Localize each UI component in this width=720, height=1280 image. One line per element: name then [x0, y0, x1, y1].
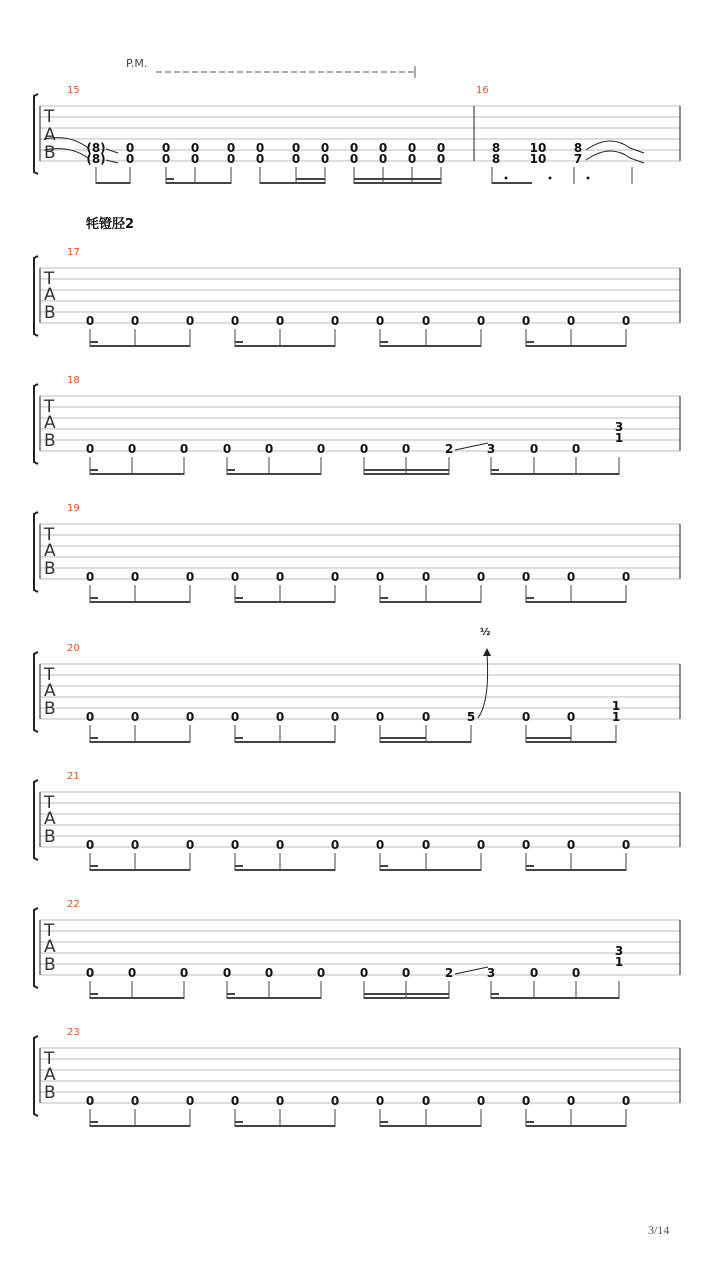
- fret-number: 0: [255, 152, 265, 166]
- tab-clef-t: T: [44, 269, 55, 289]
- fret-number: 0: [421, 710, 431, 724]
- fret-number: 0: [255, 141, 265, 155]
- fret-number: 0: [222, 442, 232, 456]
- fret-number: 0: [621, 570, 631, 584]
- fret-number: 7: [573, 152, 583, 166]
- fret-number: 0: [421, 838, 431, 852]
- fret-number: 3: [486, 442, 496, 456]
- fret-number: 0: [185, 314, 195, 328]
- fret-number: 0: [330, 710, 340, 724]
- fret-number: 0: [130, 1094, 140, 1108]
- fret-number: 8: [491, 141, 501, 155]
- fret-number: 0: [621, 1094, 631, 1108]
- fret-number: 0: [264, 966, 274, 980]
- measure-number: 17: [67, 247, 80, 258]
- fret-number: 0: [378, 141, 388, 155]
- fret-number: 0: [378, 152, 388, 166]
- fret-number: 0: [375, 838, 385, 852]
- fret-number: 0: [476, 314, 486, 328]
- system-bracket: [34, 1036, 38, 1116]
- fret-number: 0: [521, 314, 531, 328]
- fret-number: 2: [444, 442, 454, 456]
- measure-number: 19: [67, 503, 80, 514]
- fret-number: 0: [330, 838, 340, 852]
- staff-systems: [34, 247, 680, 1127]
- fret-number: 0: [436, 152, 446, 166]
- staff-system-8: [34, 1027, 680, 1127]
- fret-number: 0: [130, 710, 140, 724]
- fret-number: 8: [491, 152, 501, 166]
- fret-number: 0: [421, 1094, 431, 1108]
- tab-clef-b: B: [44, 1083, 56, 1103]
- rhythm-stems: [492, 167, 632, 184]
- tab-clef-b: B: [44, 143, 56, 163]
- fret-number: 0: [375, 570, 385, 584]
- rhythm-beams: [96, 179, 441, 183]
- system-bracket: [34, 256, 38, 336]
- fret-number: 0: [566, 710, 576, 724]
- tab-clef-a: A: [44, 285, 56, 305]
- tab-clef-b: B: [44, 955, 56, 975]
- fret-number: 0: [566, 314, 576, 328]
- system-bracket: [34, 780, 38, 860]
- measure-number: 16: [476, 85, 489, 96]
- palm-mute-label: P.M.: [126, 57, 148, 70]
- fret-number: 0: [436, 141, 446, 155]
- system-bracket: [34, 908, 38, 988]
- fret-number: 0: [222, 966, 232, 980]
- tie-arc: [586, 151, 630, 160]
- fret-number: 0: [349, 141, 359, 155]
- fret-number: 0: [566, 838, 576, 852]
- fret-number: 0: [316, 442, 326, 456]
- fret-number: 0: [161, 141, 171, 155]
- slide-line: [455, 443, 488, 450]
- measure-16-notes: [492, 141, 582, 166]
- measure-number: 18: [67, 375, 80, 386]
- tab-clef-t: T: [44, 793, 55, 813]
- fret-number: 0: [349, 152, 359, 166]
- tab-clef-a: A: [44, 413, 56, 433]
- fret-number: 0: [130, 838, 140, 852]
- fret-number: 0: [421, 570, 431, 584]
- tab-clef-a: A: [44, 125, 56, 145]
- fret-number: 0: [476, 570, 486, 584]
- fret-number: 0: [291, 141, 301, 155]
- fret-number: 0: [330, 314, 340, 328]
- fret-number: 0: [179, 966, 189, 980]
- fret-number: 0: [375, 1094, 385, 1108]
- fret-number: 0: [275, 710, 285, 724]
- fret-number: 0: [521, 1094, 531, 1108]
- measure-number: 20: [67, 643, 80, 654]
- fret-number: 0: [320, 141, 330, 155]
- fret-number: 0: [185, 710, 195, 724]
- fret-number: 0: [85, 1094, 95, 1108]
- staff-system-7: [34, 899, 680, 999]
- fret-number: 0: [401, 442, 411, 456]
- fret-number: 1: [611, 699, 621, 713]
- fret-number: (8): [86, 152, 106, 166]
- tab-clef-a: A: [44, 1065, 56, 1085]
- fret-number: 0: [190, 152, 200, 166]
- fret-number: 0: [230, 1094, 240, 1108]
- fret-number: 2: [444, 966, 454, 980]
- fret-number: 0: [407, 141, 417, 155]
- tab-clef-b: B: [44, 303, 56, 323]
- fret-number: 0: [375, 710, 385, 724]
- fret-number: 0: [127, 442, 137, 456]
- fret-number: 0: [85, 710, 95, 724]
- fret-number: 0: [359, 442, 369, 456]
- fret-number: 0: [125, 152, 135, 166]
- fret-number: 0: [85, 966, 95, 980]
- tie-arc: [586, 141, 630, 150]
- tab-clef-b: B: [44, 431, 56, 451]
- fret-number: 0: [521, 710, 531, 724]
- fret-number: 0: [230, 570, 240, 584]
- fret-number: 0: [275, 838, 285, 852]
- staff-lines: [40, 106, 680, 161]
- fret-number: 0: [275, 570, 285, 584]
- fret-number: 0: [621, 314, 631, 328]
- staff-system-1: [34, 57, 680, 184]
- fret-number: 0: [85, 314, 95, 328]
- tab-clef-t: T: [44, 1049, 55, 1069]
- fret-number: 0: [320, 152, 330, 166]
- tab-clef-b: B: [44, 699, 56, 719]
- bend-arrow-icon: [483, 648, 491, 656]
- fret-number: 0: [521, 838, 531, 852]
- fret-number: 0: [130, 314, 140, 328]
- fret-number: 0: [566, 570, 576, 584]
- fret-number: 1: [614, 955, 624, 969]
- fret-number: 0: [316, 966, 326, 980]
- system-bracket: [34, 384, 38, 464]
- fret-number: 0: [230, 314, 240, 328]
- dotted-note: [505, 177, 508, 180]
- fret-number: 0: [621, 838, 631, 852]
- fret-number: 10: [529, 152, 547, 166]
- fret-number: 1: [611, 710, 621, 724]
- fret-number: 1: [614, 431, 624, 445]
- fret-number: 0: [226, 141, 236, 155]
- fret-number: 0: [230, 838, 240, 852]
- fret-number: 0: [185, 570, 195, 584]
- fret-number: (8): [86, 141, 106, 155]
- fret-number: 3: [486, 966, 496, 980]
- staff-system-3: [34, 375, 680, 475]
- measure-number: 23: [67, 1027, 80, 1038]
- tab-clef-t: T: [44, 665, 55, 685]
- fret-number: 0: [359, 966, 369, 980]
- fret-number: 5: [466, 710, 476, 724]
- fret-number: 0: [330, 570, 340, 584]
- fret-number: 0: [85, 838, 95, 852]
- fret-number: 0: [127, 966, 137, 980]
- tab-clef-t: T: [44, 397, 55, 417]
- fret-number: 0: [130, 570, 140, 584]
- system-bracket: [34, 652, 38, 732]
- fret-number: 0: [275, 314, 285, 328]
- fret-number: 10: [529, 141, 547, 155]
- tab-clef-a: A: [44, 541, 56, 561]
- fret-number: 0: [85, 570, 95, 584]
- tab-clef-b: B: [44, 827, 56, 847]
- fret-number: 0: [190, 141, 200, 155]
- page-number: 3/14: [648, 1223, 670, 1237]
- fret-number: 0: [401, 966, 411, 980]
- fret-number: 0: [529, 442, 539, 456]
- section-label: 牦镫胫2: [86, 217, 135, 232]
- dotted-note: [549, 177, 552, 180]
- system-bracket: [34, 512, 38, 592]
- tab-clef-a: A: [44, 937, 56, 957]
- fret-number: 3: [614, 944, 624, 958]
- fret-number: 0: [529, 966, 539, 980]
- fret-number: 0: [407, 152, 417, 166]
- measure-number: 21: [67, 771, 80, 782]
- fret-number: 0: [161, 152, 171, 166]
- staff-system-4: [34, 503, 680, 603]
- tab-clef-t: T: [44, 107, 55, 127]
- fret-number: 0: [571, 966, 581, 980]
- staff-system-6: [34, 771, 680, 871]
- dotted-note: [587, 177, 590, 180]
- fret-number: 0: [291, 152, 301, 166]
- fret-number: 0: [566, 1094, 576, 1108]
- staff-system-5: [34, 627, 680, 743]
- fret-number: 0: [125, 141, 135, 155]
- tab-clef-t: T: [44, 525, 55, 545]
- tab-clef-t: T: [44, 921, 55, 941]
- fret-number: 0: [571, 442, 581, 456]
- rhythm-stems: [96, 167, 441, 184]
- slide-line: [455, 967, 488, 974]
- staff-system-2: [34, 247, 680, 347]
- fret-number: 0: [476, 1094, 486, 1108]
- fret-number: 0: [275, 1094, 285, 1108]
- fret-number: 0: [421, 314, 431, 328]
- fret-number: 0: [230, 710, 240, 724]
- fret-number: 0: [85, 442, 95, 456]
- fret-number: 8: [573, 141, 583, 155]
- measure-15-notes: [86, 141, 445, 166]
- fret-number: 0: [476, 838, 486, 852]
- fret-number: 0: [185, 838, 195, 852]
- fret-number: 0: [179, 442, 189, 456]
- measure-number: 15: [67, 85, 80, 96]
- fret-number: 3: [614, 420, 624, 434]
- tab-clef-a: A: [44, 809, 56, 829]
- fret-number: 0: [521, 570, 531, 584]
- fret-number: 0: [264, 442, 274, 456]
- bend-label: ½: [480, 627, 491, 638]
- fret-number: 0: [330, 1094, 340, 1108]
- system-bracket: [34, 94, 38, 174]
- fret-number: 0: [185, 1094, 195, 1108]
- tab-clef-b: B: [44, 559, 56, 579]
- fret-number: 0: [226, 152, 236, 166]
- measure-number: 22: [67, 899, 80, 910]
- fret-number: 0: [375, 314, 385, 328]
- tab-clef-a: A: [44, 681, 56, 701]
